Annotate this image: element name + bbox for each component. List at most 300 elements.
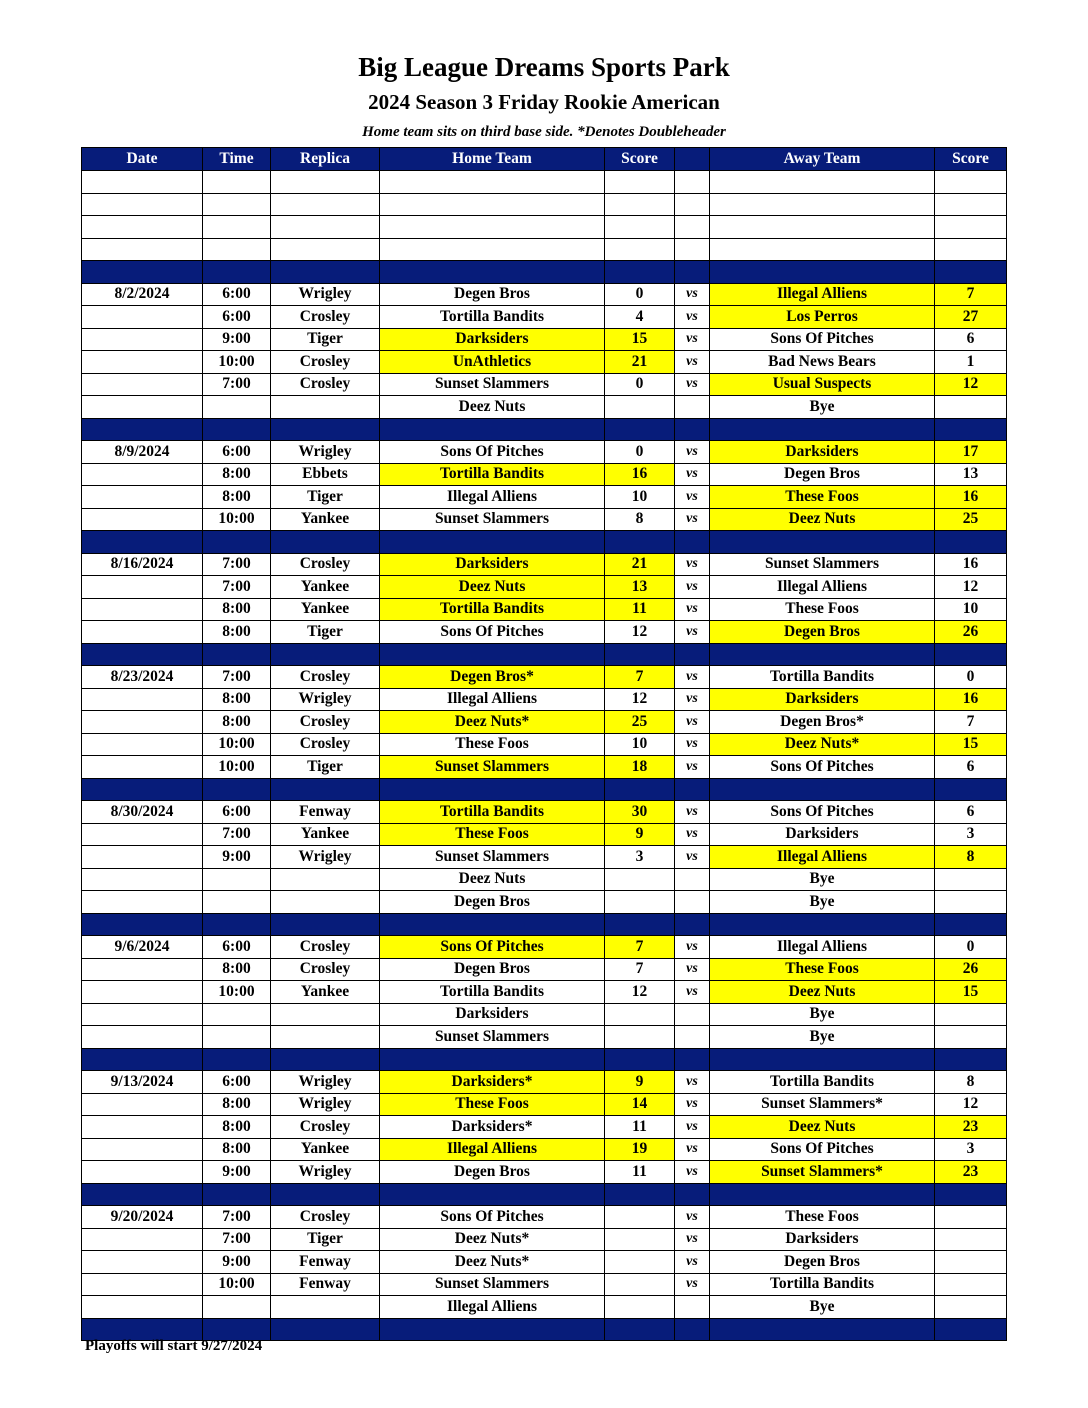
home-team-cell: Darksiders — [380, 328, 605, 351]
game-row — [82, 463, 1007, 486]
empty-cell — [675, 238, 710, 261]
replica-cell: Crosley — [271, 666, 380, 689]
home-score-cell — [605, 868, 675, 891]
empty-cell — [380, 261, 605, 284]
date-cell — [82, 733, 203, 756]
away-team-cell: Degen Bros* — [710, 711, 935, 734]
game-row — [82, 1138, 1007, 1161]
empty-cell — [82, 913, 203, 936]
away-score-cell: 13 — [935, 463, 1007, 486]
blank-row — [82, 238, 1007, 261]
empty-cell — [675, 1318, 710, 1341]
game-row — [82, 801, 1007, 824]
empty-cell — [935, 1318, 1007, 1341]
home-team-cell: Tortilla Bandits — [380, 981, 605, 1004]
home-score-cell — [605, 1206, 675, 1229]
empty-cell — [380, 1183, 605, 1206]
date-cell — [82, 508, 203, 531]
home-score-cell — [605, 1251, 675, 1274]
replica-cell: Yankee — [271, 508, 380, 531]
empty-cell — [82, 261, 203, 284]
empty-cell — [710, 643, 935, 666]
col-away-team: Away Team — [710, 148, 935, 171]
home-score-cell — [605, 1003, 675, 1026]
time-cell: 8:00 — [203, 688, 271, 711]
vs-cell — [675, 1026, 710, 1049]
empty-cell — [675, 531, 710, 554]
empty-cell — [675, 1183, 710, 1206]
empty-cell — [675, 643, 710, 666]
empty-cell — [271, 531, 380, 554]
empty-cell — [675, 216, 710, 239]
game-row — [82, 891, 1007, 914]
away-team-cell: Illegal Alliens — [710, 846, 935, 869]
col-time: Time — [203, 148, 271, 171]
home-score-cell: 18 — [605, 756, 675, 779]
time-cell: 6:00 — [203, 801, 271, 824]
date-cell — [82, 486, 203, 509]
empty-cell — [203, 193, 271, 216]
date-cell — [82, 891, 203, 914]
vs-cell — [675, 868, 710, 891]
vs-cell: vs — [675, 1206, 710, 1229]
vs-cell: vs — [675, 576, 710, 599]
game-row — [82, 1093, 1007, 1116]
replica-cell — [271, 1003, 380, 1026]
away-team-cell: Sunset Slammers — [710, 553, 935, 576]
game-row — [82, 1228, 1007, 1251]
home-team-cell: Degen Bros — [380, 1161, 605, 1184]
empty-cell — [203, 238, 271, 261]
home-score-cell: 7 — [605, 666, 675, 689]
vs-cell — [675, 1296, 710, 1319]
vs-cell: vs — [675, 1093, 710, 1116]
game-row — [82, 328, 1007, 351]
replica-cell: Fenway — [271, 801, 380, 824]
time-cell: 6:00 — [203, 306, 271, 329]
empty-cell — [380, 1318, 605, 1341]
away-score-cell: 15 — [935, 733, 1007, 756]
home-team-cell: Illegal Alliens — [380, 1138, 605, 1161]
vs-cell: vs — [675, 1228, 710, 1251]
replica-cell: Tiger — [271, 486, 380, 509]
home-team-cell: Degen Bros — [380, 958, 605, 981]
blank-row — [82, 193, 1007, 216]
vs-cell: vs — [675, 283, 710, 306]
game-row — [82, 1161, 1007, 1184]
vs-cell: vs — [675, 373, 710, 396]
away-team-cell: Bye — [710, 891, 935, 914]
date-cell — [82, 328, 203, 351]
home-team-cell: Deez Nuts* — [380, 711, 605, 734]
away-score-cell — [935, 1228, 1007, 1251]
week-separator — [82, 1048, 1007, 1071]
replica-cell: Wrigley — [271, 283, 380, 306]
time-cell: 9:00 — [203, 328, 271, 351]
home-team-cell: Sunset Slammers — [380, 373, 605, 396]
time-cell: 10:00 — [203, 981, 271, 1004]
replica-cell: Fenway — [271, 1273, 380, 1296]
away-team-cell: Illegal Alliens — [710, 283, 935, 306]
game-row — [82, 1251, 1007, 1274]
date-cell: 8/9/2024 — [82, 441, 203, 464]
blank-row — [82, 171, 1007, 194]
away-score-cell: 16 — [935, 486, 1007, 509]
away-team-cell: Bad News Bears — [710, 351, 935, 374]
empty-cell — [605, 643, 675, 666]
home-score-cell: 21 — [605, 351, 675, 374]
vs-cell: vs — [675, 711, 710, 734]
home-score-cell: 9 — [605, 823, 675, 846]
empty-cell — [935, 913, 1007, 936]
empty-cell — [675, 913, 710, 936]
away-team-cell: Deez Nuts — [710, 981, 935, 1004]
date-cell: 9/20/2024 — [82, 1206, 203, 1229]
replica-cell — [271, 396, 380, 419]
empty-cell — [203, 171, 271, 194]
date-cell — [82, 756, 203, 779]
away-team-cell: Illegal Alliens — [710, 936, 935, 959]
away-team-cell: Degen Bros — [710, 621, 935, 644]
home-team-cell: Deez Nuts — [380, 396, 605, 419]
home-team-cell: Sunset Slammers — [380, 756, 605, 779]
empty-cell — [675, 778, 710, 801]
home-team-cell: These Foos — [380, 823, 605, 846]
empty-cell — [675, 171, 710, 194]
empty-cell — [380, 193, 605, 216]
game-row — [82, 733, 1007, 756]
away-team-cell: Los Perros — [710, 306, 935, 329]
page-subtitle: 2024 Season 3 Friday Rookie American — [368, 90, 720, 114]
game-row — [82, 1116, 1007, 1139]
date-cell: 8/2/2024 — [82, 283, 203, 306]
empty-cell — [710, 171, 935, 194]
date-cell — [82, 373, 203, 396]
empty-cell — [675, 418, 710, 441]
empty-cell — [710, 261, 935, 284]
date-cell — [82, 846, 203, 869]
away-score-cell: 6 — [935, 328, 1007, 351]
date-cell — [82, 1228, 203, 1251]
away-team-cell: Darksiders — [710, 688, 935, 711]
empty-cell — [203, 1183, 271, 1206]
replica-cell: Tiger — [271, 621, 380, 644]
home-score-cell: 25 — [605, 711, 675, 734]
vs-cell — [675, 396, 710, 419]
vs-cell: vs — [675, 1138, 710, 1161]
week-separator — [82, 418, 1007, 441]
empty-cell — [675, 261, 710, 284]
game-row — [82, 846, 1007, 869]
time-cell: 6:00 — [203, 936, 271, 959]
home-team-cell: These Foos — [380, 733, 605, 756]
replica-cell: Yankee — [271, 598, 380, 621]
empty-cell — [82, 1048, 203, 1071]
empty-cell — [203, 261, 271, 284]
vs-cell: vs — [675, 936, 710, 959]
replica-cell: Yankee — [271, 823, 380, 846]
empty-cell — [82, 171, 203, 194]
col-date: Date — [82, 148, 203, 171]
home-score-cell: 10 — [605, 733, 675, 756]
header-row — [82, 148, 1007, 171]
page-title: Big League Dreams Sports Park — [358, 52, 730, 82]
replica-cell: Crosley — [271, 553, 380, 576]
home-score-cell: 0 — [605, 441, 675, 464]
game-row — [82, 1296, 1007, 1319]
replica-cell: Crosley — [271, 958, 380, 981]
game-row — [82, 1071, 1007, 1094]
vs-cell: vs — [675, 328, 710, 351]
away-score-cell: 12 — [935, 576, 1007, 599]
empty-cell — [710, 778, 935, 801]
home-score-cell — [605, 1228, 675, 1251]
empty-cell — [82, 238, 203, 261]
home-score-cell — [605, 396, 675, 419]
empty-cell — [710, 193, 935, 216]
vs-cell: vs — [675, 1251, 710, 1274]
col-vs — [675, 148, 710, 171]
week-separator — [82, 531, 1007, 554]
home-team-cell: Illegal Alliens — [380, 688, 605, 711]
empty-cell — [605, 193, 675, 216]
date-cell — [82, 1116, 203, 1139]
home-score-cell: 8 — [605, 508, 675, 531]
empty-cell — [710, 1048, 935, 1071]
home-team-cell: Sons Of Pitches — [380, 621, 605, 644]
empty-cell — [380, 913, 605, 936]
home-team-cell: UnAthletics — [380, 351, 605, 374]
home-score-cell: 12 — [605, 688, 675, 711]
away-team-cell: Bye — [710, 1026, 935, 1049]
empty-cell — [935, 1183, 1007, 1206]
replica-cell: Ebbets — [271, 463, 380, 486]
date-cell — [82, 1138, 203, 1161]
away-team-cell: Illegal Alliens — [710, 576, 935, 599]
empty-cell — [605, 171, 675, 194]
home-team-cell: Sunset Slammers — [380, 1273, 605, 1296]
empty-cell — [605, 1183, 675, 1206]
date-cell: 8/16/2024 — [82, 553, 203, 576]
empty-cell — [605, 261, 675, 284]
week-separator — [82, 261, 1007, 284]
date-cell: 8/23/2024 — [82, 666, 203, 689]
home-team-cell: Darksiders* — [380, 1116, 605, 1139]
replica-cell: Tiger — [271, 1228, 380, 1251]
away-score-cell: 3 — [935, 1138, 1007, 1161]
empty-cell — [605, 1318, 675, 1341]
game-row — [82, 1003, 1007, 1026]
time-cell — [203, 1003, 271, 1026]
game-row — [82, 868, 1007, 891]
home-score-cell: 7 — [605, 936, 675, 959]
replica-cell — [271, 891, 380, 914]
away-team-cell: Darksiders — [710, 1228, 935, 1251]
game-row — [82, 576, 1007, 599]
vs-cell: vs — [675, 688, 710, 711]
vs-cell: vs — [675, 981, 710, 1004]
home-score-cell: 11 — [605, 598, 675, 621]
empty-cell — [710, 913, 935, 936]
empty-cell — [380, 643, 605, 666]
away-team-cell: Sons Of Pitches — [710, 1138, 935, 1161]
empty-cell — [710, 1318, 935, 1341]
away-score-cell — [935, 891, 1007, 914]
time-cell: 8:00 — [203, 598, 271, 621]
date-cell — [82, 1161, 203, 1184]
empty-cell — [82, 643, 203, 666]
replica-cell: Crosley — [271, 733, 380, 756]
date-cell — [82, 868, 203, 891]
date-cell — [82, 1251, 203, 1274]
empty-cell — [380, 1048, 605, 1071]
empty-cell — [271, 238, 380, 261]
away-team-cell: These Foos — [710, 958, 935, 981]
vs-cell: vs — [675, 958, 710, 981]
time-cell: 7:00 — [203, 1228, 271, 1251]
time-cell: 6:00 — [203, 441, 271, 464]
replica-cell: Yankee — [271, 981, 380, 1004]
empty-cell — [82, 531, 203, 554]
empty-cell — [935, 238, 1007, 261]
vs-cell: vs — [675, 666, 710, 689]
empty-cell — [380, 531, 605, 554]
vs-cell: vs — [675, 306, 710, 329]
replica-cell: Wrigley — [271, 441, 380, 464]
home-team-cell: Illegal Alliens — [380, 1296, 605, 1319]
away-team-cell: Deez Nuts — [710, 1116, 935, 1139]
vs-cell: vs — [675, 1273, 710, 1296]
time-cell — [203, 891, 271, 914]
time-cell: 10:00 — [203, 351, 271, 374]
time-cell: 7:00 — [203, 553, 271, 576]
home-team-cell: Sunset Slammers — [380, 1026, 605, 1049]
time-cell: 7:00 — [203, 576, 271, 599]
away-team-cell: Sons Of Pitches — [710, 801, 935, 824]
empty-cell — [605, 1048, 675, 1071]
time-cell — [203, 1296, 271, 1319]
game-row — [82, 306, 1007, 329]
time-cell: 7:00 — [203, 823, 271, 846]
away-team-cell: Sons Of Pitches — [710, 756, 935, 779]
away-team-cell: Sons Of Pitches — [710, 328, 935, 351]
away-score-cell: 8 — [935, 846, 1007, 869]
away-score-cell: 0 — [935, 666, 1007, 689]
home-score-cell: 12 — [605, 621, 675, 644]
empty-cell — [271, 778, 380, 801]
game-row — [82, 396, 1007, 419]
replica-cell: Crosley — [271, 373, 380, 396]
empty-cell — [605, 238, 675, 261]
empty-cell — [605, 216, 675, 239]
empty-cell — [203, 913, 271, 936]
away-score-cell: 26 — [935, 958, 1007, 981]
date-cell — [82, 621, 203, 644]
home-score-cell — [605, 1026, 675, 1049]
date-cell — [82, 688, 203, 711]
empty-cell — [380, 171, 605, 194]
away-score-cell: 15 — [935, 981, 1007, 1004]
date-cell — [82, 396, 203, 419]
vs-cell: vs — [675, 1116, 710, 1139]
away-score-cell: 26 — [935, 621, 1007, 644]
home-team-cell: Deez Nuts* — [380, 1228, 605, 1251]
footer-note: Playoffs will start 9/27/2024 — [85, 1338, 263, 1354]
away-score-cell: 25 — [935, 508, 1007, 531]
empty-cell — [271, 261, 380, 284]
date-cell — [82, 576, 203, 599]
home-team-cell: Darksiders* — [380, 1071, 605, 1094]
home-team-cell: Degen Bros — [380, 283, 605, 306]
empty-cell — [82, 1183, 203, 1206]
date-cell — [82, 598, 203, 621]
time-cell: 10:00 — [203, 508, 271, 531]
vs-cell: vs — [675, 733, 710, 756]
replica-cell: Crosley — [271, 1206, 380, 1229]
empty-cell — [935, 643, 1007, 666]
empty-cell — [935, 216, 1007, 239]
date-cell — [82, 711, 203, 734]
home-team-cell: Tortilla Bandits — [380, 306, 605, 329]
home-team-cell: Sunset Slammers — [380, 508, 605, 531]
vs-cell: vs — [675, 441, 710, 464]
home-score-cell: 7 — [605, 958, 675, 981]
away-team-cell: Darksiders — [710, 823, 935, 846]
vs-cell: vs — [675, 351, 710, 374]
away-score-cell: 8 — [935, 1071, 1007, 1094]
away-score-cell — [935, 1206, 1007, 1229]
empty-cell — [203, 531, 271, 554]
home-team-cell: Sons Of Pitches — [380, 936, 605, 959]
home-team-cell: Darksiders — [380, 553, 605, 576]
replica-cell: Tiger — [271, 756, 380, 779]
away-score-cell: 0 — [935, 936, 1007, 959]
date-cell — [82, 463, 203, 486]
game-row — [82, 1273, 1007, 1296]
replica-cell — [271, 868, 380, 891]
date-cell: 9/13/2024 — [82, 1071, 203, 1094]
away-score-cell: 7 — [935, 283, 1007, 306]
vs-cell: vs — [675, 801, 710, 824]
empty-cell — [380, 216, 605, 239]
game-row — [82, 373, 1007, 396]
vs-cell: vs — [675, 621, 710, 644]
home-team-cell: Sons Of Pitches — [380, 1206, 605, 1229]
home-score-cell: 12 — [605, 981, 675, 1004]
time-cell: 9:00 — [203, 846, 271, 869]
empty-cell — [203, 778, 271, 801]
replica-cell: Crosley — [271, 306, 380, 329]
replica-cell: Tiger — [271, 328, 380, 351]
vs-cell: vs — [675, 598, 710, 621]
game-row — [82, 958, 1007, 981]
home-team-cell: Sons Of Pitches — [380, 441, 605, 464]
schedule-table — [81, 147, 1007, 1341]
home-score-cell: 15 — [605, 328, 675, 351]
empty-cell — [935, 171, 1007, 194]
time-cell: 9:00 — [203, 1161, 271, 1184]
away-team-cell: Tortilla Bandits — [710, 1273, 935, 1296]
empty-cell — [380, 238, 605, 261]
time-cell: 6:00 — [203, 1071, 271, 1094]
empty-cell — [605, 418, 675, 441]
empty-cell — [710, 418, 935, 441]
empty-cell — [935, 1048, 1007, 1071]
empty-cell — [380, 778, 605, 801]
replica-cell: Crosley — [271, 1116, 380, 1139]
time-cell: 10:00 — [203, 1273, 271, 1296]
game-row — [82, 486, 1007, 509]
